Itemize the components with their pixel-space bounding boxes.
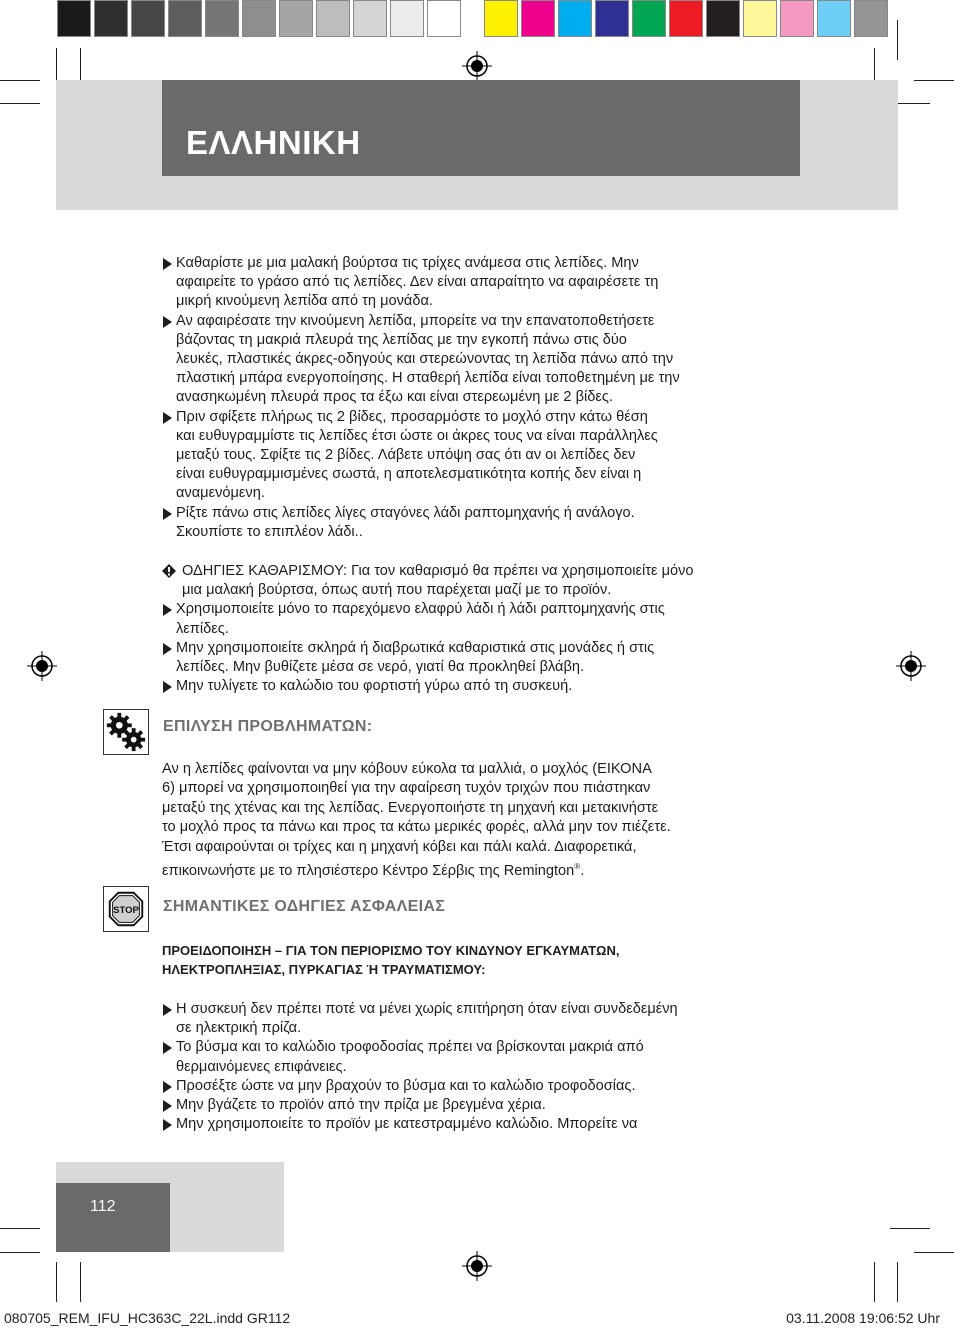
list-item-line: Μην τυλίγετε το καλώδιο του φορτιστή γύρω από τη συσκευή. (176, 678, 573, 695)
crop-mark (897, 1262, 898, 1302)
color-swatch (632, 0, 666, 37)
stop-sign-label: STOP (113, 904, 139, 916)
color-swatch (353, 0, 387, 37)
list-item (162, 639, 792, 677)
color-swatch (427, 0, 461, 37)
list-item (162, 254, 792, 312)
warning-line: ΠΡΟΕΙΔΟΠΟΙΗΣΗ – ΓΙΑ ΤΟΝ ΠΕΡΙΟΡΙΣΜΟ ΤΟΥ ΚΙΝΔΥΝΟΥ ΕΓΚΑΥΜΑΤΩΝ, (162, 943, 620, 958)
color-swatch (316, 0, 350, 37)
color-swatch (595, 0, 629, 37)
gears-icon (103, 709, 149, 755)
list-item-line: μικρή κινούμενη λεπίδα από τη μονάδα. (176, 293, 433, 310)
warning-icon (162, 564, 176, 578)
color-swatch (390, 0, 424, 37)
list-item-line: Το βύσμα και το καλώδιο τροφοδοσίας πρέπει να βρίσκονται μακριά από (176, 1039, 644, 1056)
list-item-line: ανασηκωμένη πλευρά προς τα έξω και είναι στερεωμένη με 2 βίδες. (176, 389, 613, 406)
color-swatch (706, 0, 740, 37)
crop-mark (0, 1228, 40, 1229)
date-slug: 03.11.2008 19:06:52 Uhr (786, 1310, 940, 1326)
list-item-line: πλαστική μπάρα ενεργοποίησης. Η σταθερή λεπίδα είναι τοποθετημένη με την (176, 370, 680, 387)
maintenance-list (162, 254, 792, 542)
list-item-line: αναμενόμενη. (176, 485, 265, 502)
warning-line: ΗΛΕΚΤΡΟΠΛΗΞΙΑΣ, ΠΥΡΚΑΓΙΑΣ Ή ΤΡΑΥΜΑΤΙΣΜΟΥ: (162, 962, 486, 977)
safety-list (162, 1000, 792, 1134)
paragraph-line: το μοχλό προς τα πάνω και προς τα κάτω μερικές φορές, αλλά μην τον πιέζετε. (162, 819, 671, 836)
registration-mark-icon (462, 51, 492, 81)
safety-heading: ΣΗΜΑΝΤΙΚΕΣ ΟΔΗΓΙΕΣ ΑΣΦΑΛΕΙΑΣ (163, 898, 446, 915)
list-item (162, 408, 792, 504)
footer-box (56, 1183, 170, 1252)
list-item-line: Μην χρησιμοποιείτε σκληρά ή διαβρωτικά καθαριστικά στις μονάδες ή στις (176, 639, 655, 656)
crop-mark (0, 80, 40, 81)
paragraph-line: 6) μπορεί να χρησιμοποιηθεί για την αφαίρεση τυχόν τριχών που πιάστηκαν (162, 780, 651, 797)
color-swatch (57, 0, 91, 37)
color-swatch (669, 0, 703, 37)
paragraph-line (162, 857, 782, 881)
registered-mark: ® (574, 862, 581, 872)
crop-mark (914, 80, 954, 81)
list-item-line: Μην βγάζετε το προϊόν από την πρίζα με βρεγμένα χέρια. (176, 1097, 546, 1114)
crop-mark (897, 20, 898, 60)
color-swatch (242, 0, 276, 37)
list-item-line: αφαιρείτε το γράσο από τις λεπίδες. Δεν είναι απαραίτητο να αφαιρέσετε τη (176, 274, 659, 291)
list-item (162, 1077, 792, 1096)
crop-mark (56, 1262, 57, 1302)
list-item (162, 562, 792, 600)
safety-warning (162, 941, 782, 979)
paragraph-text: επικοινωνήστε με το πλησιέστερο Κέντρο Σέρβις της Remington (162, 862, 575, 879)
grayscale-color-bar (57, 0, 461, 40)
crop-mark (0, 103, 40, 104)
list-item (162, 1115, 792, 1134)
list-item-line: Χρησιμοποιείτε μόνο το παρεχόμενο ελαφρύ λάδι ή λάδι ραπτομηχανής στις (176, 601, 665, 618)
process-color-bar (484, 0, 888, 40)
color-swatch (521, 0, 555, 37)
list-item-line: Αν αφαιρέσατε την κινούμενη λεπίδα, μπορείτε να την επανατοποθετήσετε (176, 312, 655, 329)
list-item-line: ΟΔΗΓΙΕΣ ΚΑΘΑΡΙΣΜΟΥ: Για τον καθαρισμό θα πρέπει να χρησιμοποιείτε μόνο (182, 563, 694, 579)
color-swatch (817, 0, 851, 37)
list-item-line: Καθαρίστε με μια μαλακή βούρτσα τις τρίχες ανάμεσα στις λεπίδες. Μην (176, 255, 639, 271)
crop-mark (914, 1252, 954, 1253)
crop-mark (80, 1262, 81, 1302)
list-item-line: είναι ευθυγραμμισμένες σωστά, η αποτελεσματικότητα κοπής δεν είναι η (176, 466, 642, 483)
list-item (162, 1096, 792, 1115)
color-swatch (279, 0, 313, 37)
list-item (162, 600, 792, 638)
paragraph-line: μεταξύ της χτένας και της λεπίδας. Ενεργοποιήστε τη μηχανή και μετακινήστε (162, 799, 659, 816)
list-item (162, 1000, 792, 1038)
color-swatch (558, 0, 592, 37)
list-item-line: βάζοντας τη μακριά πλευρά της λεπίδας με την εγκοπή πάνω στις δύο (176, 331, 627, 348)
registration-mark-icon (27, 651, 57, 681)
list-item-line: λεπίδες. Μην βυθίζετε μέσα σε νερό, γιατί θα προκληθεί βλάβη. (176, 659, 585, 676)
crop-mark (890, 1228, 930, 1229)
color-swatch (743, 0, 777, 37)
paragraph-end: . (580, 862, 585, 879)
page-title: ΕΛΛΗΝΙΚΗ (186, 124, 361, 161)
registration-mark-icon (896, 651, 926, 681)
paragraph-line: Έτσι αφαιρούνται οι τρίχες και η μηχανή κόβει και πάλι καλά. Διαφορετικά, (162, 838, 637, 855)
crop-mark (0, 1252, 40, 1253)
list-item-line: και ευθυγραμμίστε τις λεπίδες έτσι ώστε οι άκρες τους να είναι παράλληλες (176, 427, 658, 444)
color-swatch (205, 0, 239, 37)
color-swatch (780, 0, 814, 37)
list-item-line: Σκουπίστε το επιπλέον λάδι.. (176, 523, 363, 540)
color-swatch (94, 0, 128, 37)
color-swatch (854, 0, 888, 37)
list-item-line: μια μαλακή βούρτσα, όπως αυτή που παρέχεται μαζί με το προϊόν. (182, 582, 612, 599)
color-swatch (131, 0, 165, 37)
color-swatch (484, 0, 518, 37)
list-item-line: Ρίξτε πάνω στις λεπίδες λίγες σταγόνες λάδι ραπτομηχανής ή ανάλογο. (176, 504, 635, 521)
list-item (162, 504, 792, 542)
list-item-line: μεταξύ τους. Σφίξτε τις 2 βίδες. Λάβετε υπόψη σας ότι αν οι λεπίδες δεν (176, 447, 636, 464)
color-swatch (168, 0, 202, 37)
list-item-line: θερμαινόμενες επιφάνειες. (176, 1058, 347, 1075)
list-item-line: λεπίδες. (176, 620, 229, 637)
list-item-line: Μην χρησιμοποιείτε το προϊόν με κατεστραμμένο καλώδιο. Μπορείτε να (176, 1116, 638, 1133)
list-item-line: λευκές, πλαστικές άκρες-οδηγούς και στερεώνοντας τη λεπίδα πάνω από την (176, 351, 674, 368)
file-slug: 080705_REM_IFU_HC363C_22L.indd GR112 (4, 1310, 291, 1326)
list-item (162, 312, 792, 408)
stop-sign-icon (103, 886, 149, 932)
cleaning-list (162, 562, 792, 696)
list-item (162, 677, 792, 696)
list-item-line: σε ηλεκτρική πρίζα. (176, 1020, 302, 1037)
registration-mark-icon (462, 1251, 492, 1281)
crop-mark (874, 1262, 875, 1302)
page-number: 112 (90, 1198, 116, 1215)
list-item-line: Η συσκευή δεν πρέπει ποτέ να μένει χωρίς επιτήρηση όταν είναι συνδεδεμένη (176, 1001, 678, 1017)
list-item (162, 1038, 792, 1076)
troubleshooting-text (162, 760, 782, 881)
list-item-line: Προσέξτε ώστε να μην βραχούν το βύσμα και το καλώδιο τροφοδοσίας. (176, 1077, 636, 1094)
list-item-line: Πριν σφίξετε πλήρως τις 2 βίδες, προσαρμόστε το μοχλό στην κάτω θέση (176, 408, 648, 425)
paragraph-line: Αν η λεπίδες φαίνονται να μην κόβουν εύκολα τα μαλλιά, ο μοχλός (ΕΙΚΟΝΑ (162, 761, 652, 777)
troubleshooting-heading: ΕΠΙΛΥΣΗ ΠΡΟΒΛΗΜΑΤΩΝ: (163, 718, 373, 735)
